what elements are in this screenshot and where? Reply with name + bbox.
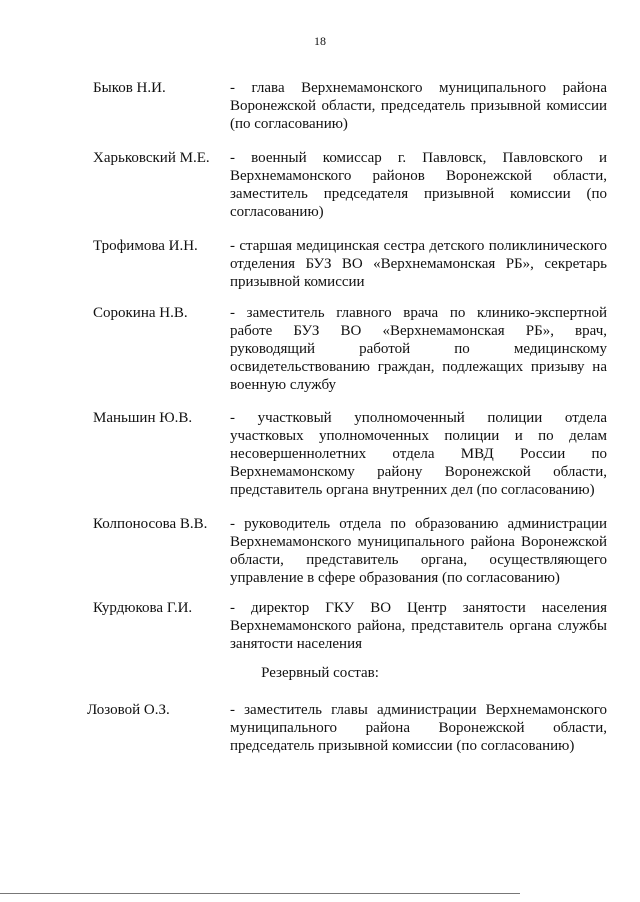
member-name: Лозовой О.З. xyxy=(87,702,170,718)
member-role: - участковый уполномоченный полиции отдела участковых уполномоченных полиции и по делам несовершеннолетних отдела МВД России по Верхнемамонскому району Воронежской области, представитель органа внутренних дел (по согласованию) xyxy=(230,410,607,498)
member-name: Колпоносова В.В. xyxy=(93,516,208,532)
member-role: - заместитель главы администрации Верхнемамонского муниципального района Воронежской области, председатель призывной комиссии (по согласованию) xyxy=(230,702,607,754)
member-role: - глава Верхнемамонского муниципального района Воронежской области, председатель призывной комиссии (по согласованию) xyxy=(230,80,607,132)
member-role: - заместитель главного врача по клинико-экспертной работе БУЗ ВО «Верхнемамонская РБ», врач, руководящий работой по медицинскому освидетельствованию граждан, подлежащих призыву на военную службу xyxy=(230,305,607,393)
member-name: Сорокина Н.В. xyxy=(93,305,188,321)
member-name: Харьковский М.Е. xyxy=(93,150,210,166)
member-role: - директор ГКУ ВО Центр занятости населения Верхнемамонского района, представитель органа службы занятости населения xyxy=(230,600,607,652)
member-role: - руководитель отдела по образованию администрации Верхнемамонского муниципального района Воронежской области, представитель органа, осуществляющего управление в сфере образования (по согласованию) xyxy=(230,516,607,586)
member-role: - старшая медицинская сестра детского поликлинического отделения БУЗ ВО «Верхнемамонская РБ», секретарь призывной комиссии xyxy=(230,238,607,290)
member-role: - военный комиссар г. Павловск, Павловского и Верхнемамонского районов Воронежской области, заместитель председателя призывной комиссии (по согласованию) xyxy=(230,150,607,220)
member-name: Маньшин Ю.В. xyxy=(93,410,193,426)
page-edge-line xyxy=(0,893,520,894)
reserve-heading: Резервный состав: xyxy=(261,665,379,681)
member-name: Быков Н.И. xyxy=(93,80,166,96)
member-name: Курдюкова Г.И. xyxy=(93,600,193,616)
page-number: 18 xyxy=(314,34,326,48)
member-name: Трофимова И.Н. xyxy=(93,238,198,254)
